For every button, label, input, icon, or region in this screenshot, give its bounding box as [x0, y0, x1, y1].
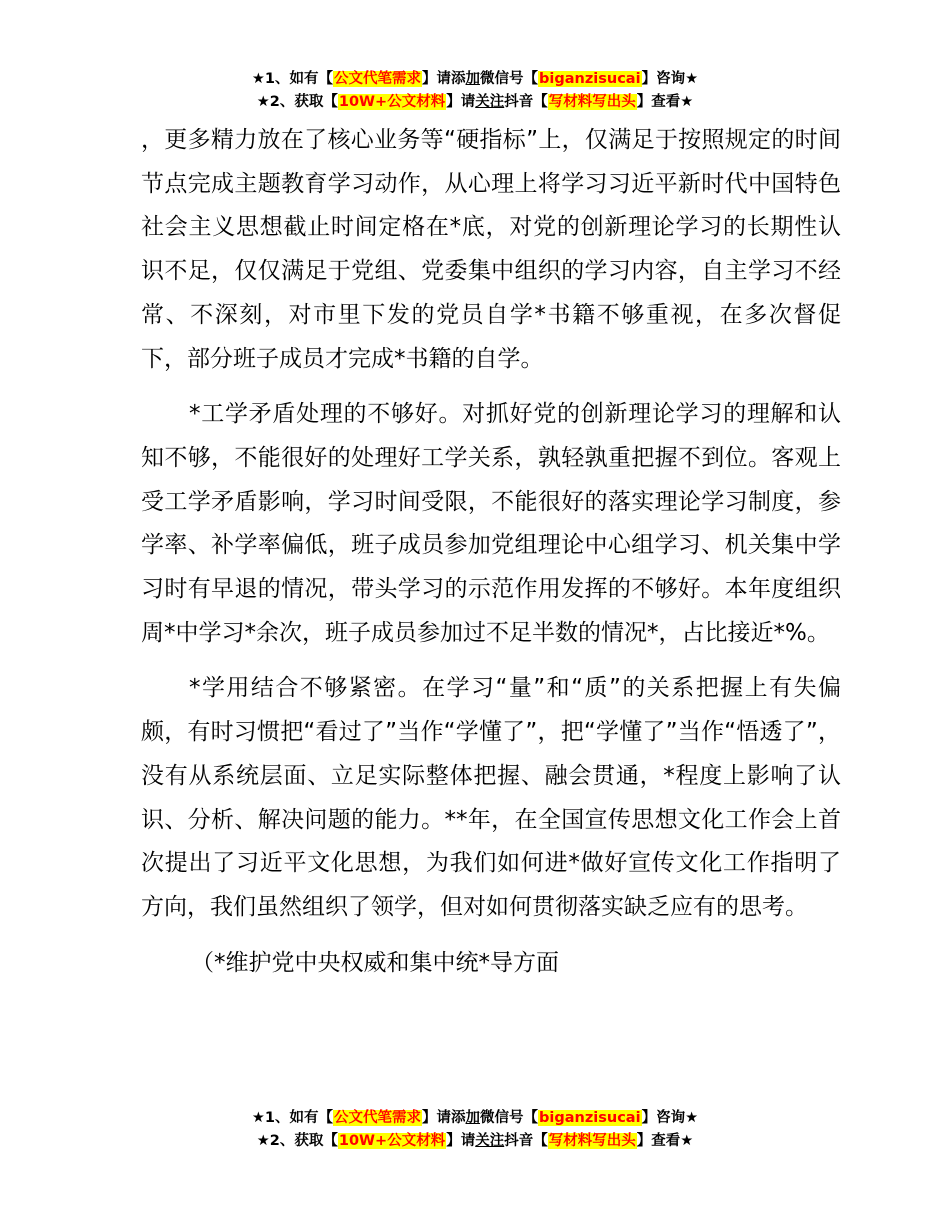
banner-highlight: 公文代笔需求	[334, 71, 422, 87]
banner-text: 抖音【	[504, 94, 548, 110]
paragraph: *工学矛盾处理的不够好。对抓好党的创新理论学习的理解和认知不够，不能很好的处理好工学关系，孰轻孰重把握不到位。客观上受工学矛盾影响，学习时间受限，不能很好的落实理论学习制度，参学率、补学率偏低，班子成员参加党组理论中心组学习、机关集中学习时有早退的情况，带头学习的示范作用发挥的不够好。本年度组织周*中学习*余次，班子成员参加过不足半数的情况*，占比接近*%。	[141, 401, 841, 646]
banner-line-2	[0, 91, 950, 114]
banner-underlined-text: 关注	[475, 94, 505, 110]
banner-underlined-text: 加	[465, 1110, 481, 1126]
banner-highlight: 写材料写出头	[548, 1133, 636, 1149]
banner-line-1	[0, 1107, 950, 1130]
banner-underlined-text: 加	[465, 71, 481, 87]
banner-highlight: 公文代笔需求	[334, 1110, 422, 1126]
banner-text: 】查看★	[636, 1133, 694, 1149]
banner-highlight: 10W+公文材料	[338, 1133, 446, 1149]
paragraph: ，更多精力放在了核心业务等“硬指标”上，仅满足于按照规定的时间节点完成主题教育学习动作，从心理上将学习习近平新时代中国特色社会主义思想截止时间定格在*底，对党的创新理论学习的长期性认识不足，仅仅满足于党组、党委集中组织的学习内容，自主学习不经常、不深刻，对市里下发的党员自学*书籍不够重视，在多次督促下，部分班子成员才完成*书籍的自学。	[141, 127, 841, 372]
banner-text: 】查看★	[636, 94, 694, 110]
banner-text: ★2、获取【	[256, 94, 338, 110]
footer-banner	[0, 1107, 950, 1153]
banner-line-2	[0, 1130, 950, 1153]
banner-line-1	[0, 68, 950, 91]
banner-highlight: biganzisucai	[539, 1110, 641, 1126]
banner-highlight: 写材料写出头	[548, 94, 636, 110]
banner-text: 】请添	[422, 1110, 466, 1126]
banner-text: 】请	[446, 94, 476, 110]
banner-highlight: 10W+公文材料	[338, 94, 446, 110]
banner-text: 微信号【	[480, 71, 539, 87]
banner-text: 微信号【	[480, 1110, 539, 1126]
banner-text: 】请添	[422, 71, 466, 87]
banner-text: 】咨询★	[641, 71, 699, 87]
banner-text: 】请	[446, 1133, 476, 1149]
banner-underlined-text: 关注	[475, 1133, 505, 1149]
paragraph: *学用结合不够紧密。在学习“量”和“质”的关系把握上有失偏颇，有时习惯把“看过了”当作“学懂了”，把“学懂了”当作“悟透了”，没有从系统层面、立足实际整体把握、融会贯通，*程度上影响了认识、分析、解决问题的能力。**年，在全国宣传思想文化工作会上首次提出了习近平文化思想，为我们如何进*做好宣传文化工作指明了方向，我们虽然组织了领学，但对如何贯彻落实缺乏应有的思考。	[141, 675, 841, 920]
header-banner	[0, 68, 950, 114]
banner-text: 】咨询★	[641, 1110, 699, 1126]
section-heading: （*维护党中央权威和集中统*导方面	[191, 949, 559, 976]
banner-text: ★1、如有【	[251, 71, 334, 87]
banner-text: 抖音【	[504, 1133, 548, 1149]
document-body	[141, 119, 841, 985]
banner-text: ★1、如有【	[251, 1110, 334, 1126]
banner-highlight: biganzisucai	[539, 71, 641, 87]
banner-text: ★2、获取【	[256, 1133, 338, 1149]
